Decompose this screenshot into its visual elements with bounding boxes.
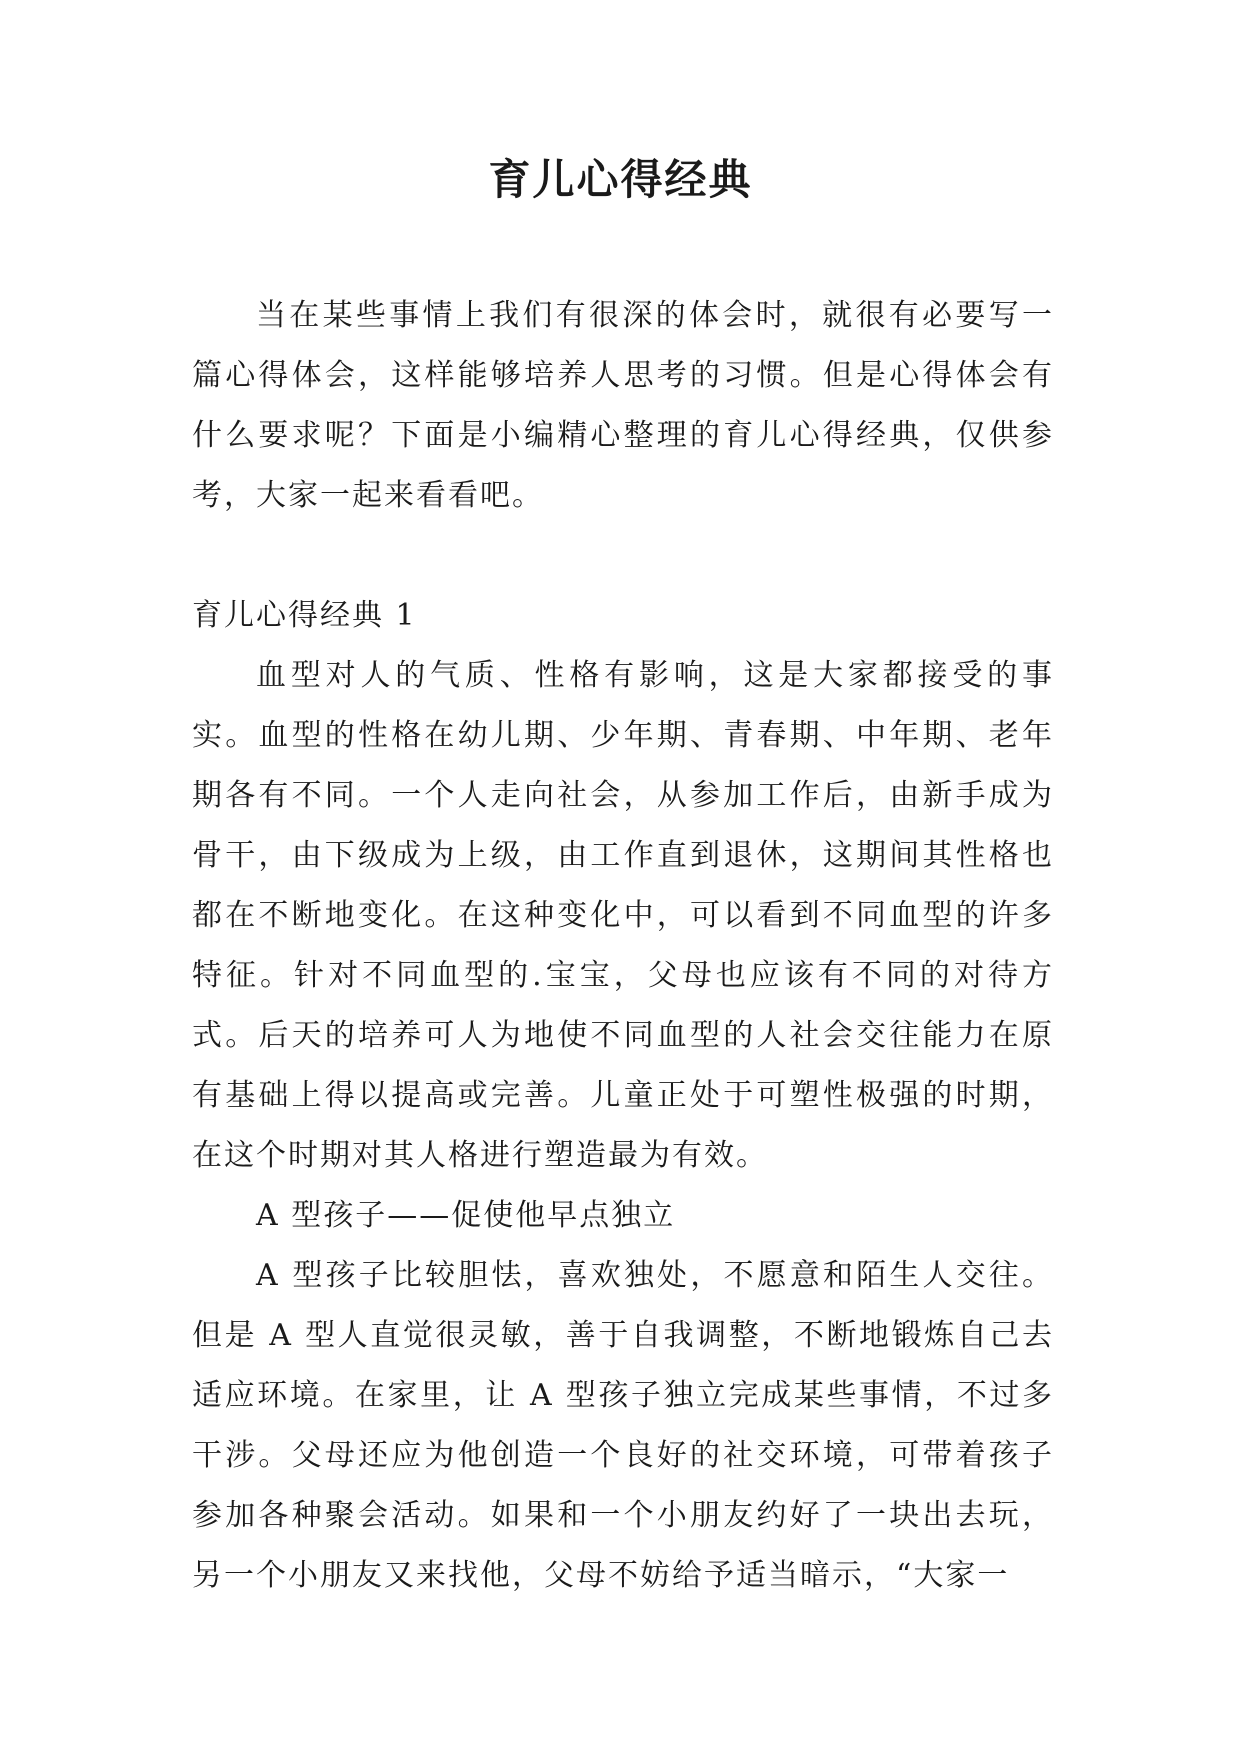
section-heading: 育儿心得经典 1: [192, 598, 417, 633]
body-paragraph-1: 血型对人的气质、性格有影响，这是大家都接受的事实。血型的性格在幼儿期、少年期、青春期、中年期、老年期各有不同。一个人走向社会，从参加工作后，由新手成为骨干，由下级成为上级，由工作直到退休，这期间其性格也都在不断地变化。在这种变化中，可以看到不同血型的许多特征。针对不同血型的.宝宝，父母也应该有不同的对待方式。后天的培养可人为地使不同血型的人社会交往能力在原有基础上得以提高或完善。儿童正处于可塑性极强的时期，在这个时期对其人格进行塑造最为有效。: [192, 658, 1054, 1173]
body-paragraph-2: A 型孩子比较胆怯，喜欢独处，不愿意和陌生人交往。但是 A 型人直觉很灵敏，善于自我调整，不断地锻炼自己去适应环境。在家里，让 A 型孩子独立完成某些事情，不过多干涉。父母还应为他创造一个良好的社交环境，可带着孩子参加各种聚会活动。如果和一个小朋友约好了一块出去玩，另一个小朋友又来找他，父母不妨给予适当暗示，“大家一: [192, 1258, 1054, 1593]
intro-paragraph: 当在某些事情上我们有很深的体会时，就很有必要写一篇心得体会，这样能够培养人思考的习惯。但是心得体会有什么要求呢？下面是小编精心整理的育儿心得经典，仅供参考，大家一起来看看吧。: [192, 298, 1054, 513]
subheading-type-a: A 型孩子——促使他早点独立: [256, 1198, 676, 1233]
document-body: [192, 286, 1054, 1606]
document-title: 育儿心得经典: [488, 155, 753, 204]
